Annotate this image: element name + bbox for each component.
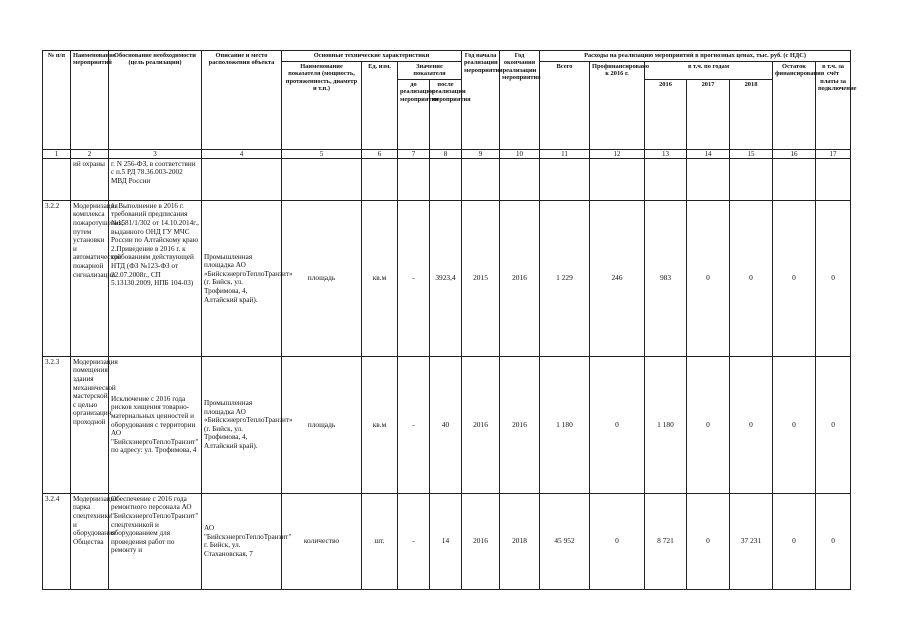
header-year-2017: 2017	[687, 79, 730, 149]
col-number: 16	[773, 149, 816, 158]
column-number-row	[43, 149, 851, 158]
cell-description: АО "БийскэнергоТеплоТранзит" г. Бийск, ул. Стахановская, 7	[202, 493, 282, 589]
header-reason: Обоснование необходимости (цель реализации)	[109, 51, 202, 150]
cell-number: 3.2.4	[43, 493, 71, 589]
cell-year-2016: 983	[645, 200, 687, 356]
cell-empty	[43, 158, 71, 200]
cell-end-year: 2016	[500, 200, 540, 356]
header-no: № п/п	[43, 51, 71, 150]
header-value-after: после реализации мероприятия	[430, 79, 462, 149]
cell-start-year: 2016	[462, 493, 500, 589]
header-tech-characteristics: Основные технические характеристики	[282, 51, 462, 62]
col-number: 7	[398, 149, 430, 158]
cell-end-year: 2018	[500, 493, 540, 589]
cell-empty	[687, 158, 730, 200]
cell-total: 45 952	[540, 493, 590, 589]
header-value-before: до реализации мероприятия	[398, 79, 430, 149]
cell-empty	[645, 158, 687, 200]
header-description: Описание и место расположения объекта	[202, 51, 282, 150]
col-number: 3	[109, 149, 202, 158]
header-unit: Ед. изм.	[362, 62, 398, 150]
cell-year-2018: 0	[730, 356, 773, 493]
header-tech-name: Наименование показателя (мощность, протяженность, диаметр и т.п.)	[282, 62, 362, 150]
cell-year-2017: 0	[687, 200, 730, 356]
cell-tech-name: количество	[282, 493, 362, 589]
cell-connection-fee: 0	[816, 356, 851, 493]
cell-empty	[398, 158, 430, 200]
cell-empty	[430, 158, 462, 200]
col-number: 8	[430, 149, 462, 158]
cell-number: 3.2.2	[43, 200, 71, 356]
cell-reason: 1. Выполнение в 2016 г. требований предписания №1581/1/302 от 14.10.2014г., выданного ОНД ГУ МЧС России по Алтайскому краю 2.Приведение в 2016 г. к требованиям действующей НТД (ФЗ №123-ФЗ от 22.07.2008г., СП 5.13130.2009, НПБ 104-03)	[109, 200, 202, 356]
cell-year-2018: 37 231	[730, 493, 773, 589]
col-number: 9	[462, 149, 500, 158]
cell-empty	[500, 158, 540, 200]
header-connection-fee: в т.ч. за счёт платы за подключение	[816, 62, 851, 150]
col-number: 17	[816, 149, 851, 158]
header-financed: Профинансировано к 2016 г.	[590, 62, 645, 150]
table-row-continuation	[43, 158, 851, 200]
cell-name: Модернизация парка спецтехники и оборудования Общества	[71, 493, 109, 589]
cell-name: Модернизация комплекса пожаротушения, путем установки и автоматической пожарной сигнализации	[71, 200, 109, 356]
table-row	[43, 356, 851, 493]
header-year-2018: 2018	[730, 79, 773, 149]
cell-year-2016: 8 721	[645, 493, 687, 589]
cell-tech-name: площадь	[282, 200, 362, 356]
cell-connection-fee: 0	[816, 493, 851, 589]
col-number: 12	[590, 149, 645, 158]
col-number: 6	[362, 149, 398, 158]
header-end-year: Год окончания реализации мероприятия	[500, 51, 540, 150]
col-number: 5	[282, 149, 362, 158]
cell-financed: 0	[590, 493, 645, 589]
cell-reason: г. N 256-ФЗ, в соответствии с п.5 РД 78.36.003-2002 МВД России	[109, 158, 202, 200]
cell-empty	[362, 158, 398, 200]
header-year-2016: 2016	[645, 79, 687, 149]
cell-unit: шт.	[362, 493, 398, 589]
cell-empty	[282, 158, 362, 200]
cell-empty	[773, 158, 816, 200]
cell-empty	[590, 158, 645, 200]
header-value: Значение показателя	[398, 62, 462, 80]
cell-tech-name: площадь	[282, 356, 362, 493]
cell-name: ий охраны	[71, 158, 109, 200]
cell-empty	[202, 158, 282, 200]
col-number: 13	[645, 149, 687, 158]
cell-value-before: -	[398, 200, 430, 356]
cell-empty	[816, 158, 851, 200]
cell-financed: 0	[590, 356, 645, 493]
cell-financed: 246	[590, 200, 645, 356]
cell-year-2018: 0	[730, 200, 773, 356]
cell-value-after: 14	[430, 493, 462, 589]
cell-reason: Исключение с 2016 года рисков хищения товарно-материальных ценностей и оборудования с территории АО "БийскэнергоТеплоТранзит" по адресу: ул. Трофимова, 4	[109, 356, 202, 493]
table-row	[43, 493, 851, 589]
cell-empty	[540, 158, 590, 200]
cell-value-before: -	[398, 356, 430, 493]
cell-value-after: 40	[430, 356, 462, 493]
cell-connection-fee: 0	[816, 200, 851, 356]
cell-description: Промышленная площадка АО «БийскэнергоТеплоТранзит» (г. Бийск, ул. Трофимова, 4, Алтайский край).	[202, 200, 282, 356]
cell-year-2017: 0	[687, 356, 730, 493]
cell-unit: кв.м	[362, 200, 398, 356]
cell-remaining: 0	[773, 200, 816, 356]
cell-total: 1 180	[540, 356, 590, 493]
cell-total: 1 229	[540, 200, 590, 356]
cell-year-2016: 1 180	[645, 356, 687, 493]
cell-year-2017: 0	[687, 493, 730, 589]
cell-empty	[730, 158, 773, 200]
col-number: 15	[730, 149, 773, 158]
header-by-years: в т.ч. по годам	[645, 62, 773, 80]
cell-end-year: 2016	[500, 356, 540, 493]
cell-start-year: 2015	[462, 200, 500, 356]
header-costs: Расходы на реализацию мероприятий в прогнозных ценах, тыс. руб. (с НДС)	[540, 51, 851, 62]
col-number: 1	[43, 149, 71, 158]
cell-value-before: -	[398, 493, 430, 589]
table-row	[43, 200, 851, 356]
col-number: 11	[540, 149, 590, 158]
investment-program-table	[42, 50, 857, 590]
cell-reason: Обеспечение с 2016 года ремонтного персонала АО "БийскэнергоТеплоТранзит" спецтехникой и оборудованием для проведения работ по ремонту и	[109, 493, 202, 589]
col-number: 2	[71, 149, 109, 158]
cell-description: Промышленная площадка АО «БийскэнергоТеплоТранзит» (г. Бийск, ул. Трофимова, 4, Алтайский край).	[202, 356, 282, 493]
col-number: 4	[202, 149, 282, 158]
cell-remaining: 0	[773, 356, 816, 493]
investment-program-table-sheet	[42, 50, 857, 590]
cell-remaining: 0	[773, 493, 816, 589]
header-row-1	[43, 51, 851, 62]
cell-unit: кв.м	[362, 356, 398, 493]
col-number: 10	[500, 149, 540, 158]
header-total: Всего	[540, 62, 590, 150]
cell-start-year: 2016	[462, 356, 500, 493]
cell-name: Модернизация помещения здания механической мастерской, с целью организации проходной	[71, 356, 109, 493]
cell-value-after: 3923,4	[430, 200, 462, 356]
cell-number: 3.2.3	[43, 356, 71, 493]
cell-empty	[462, 158, 500, 200]
header-remaining: Остаток финансирования	[773, 62, 816, 150]
header-start-year: Год начала реализации мероприятия	[462, 51, 500, 150]
header-name: Наименование мероприятий	[71, 51, 109, 150]
col-number: 14	[687, 149, 730, 158]
